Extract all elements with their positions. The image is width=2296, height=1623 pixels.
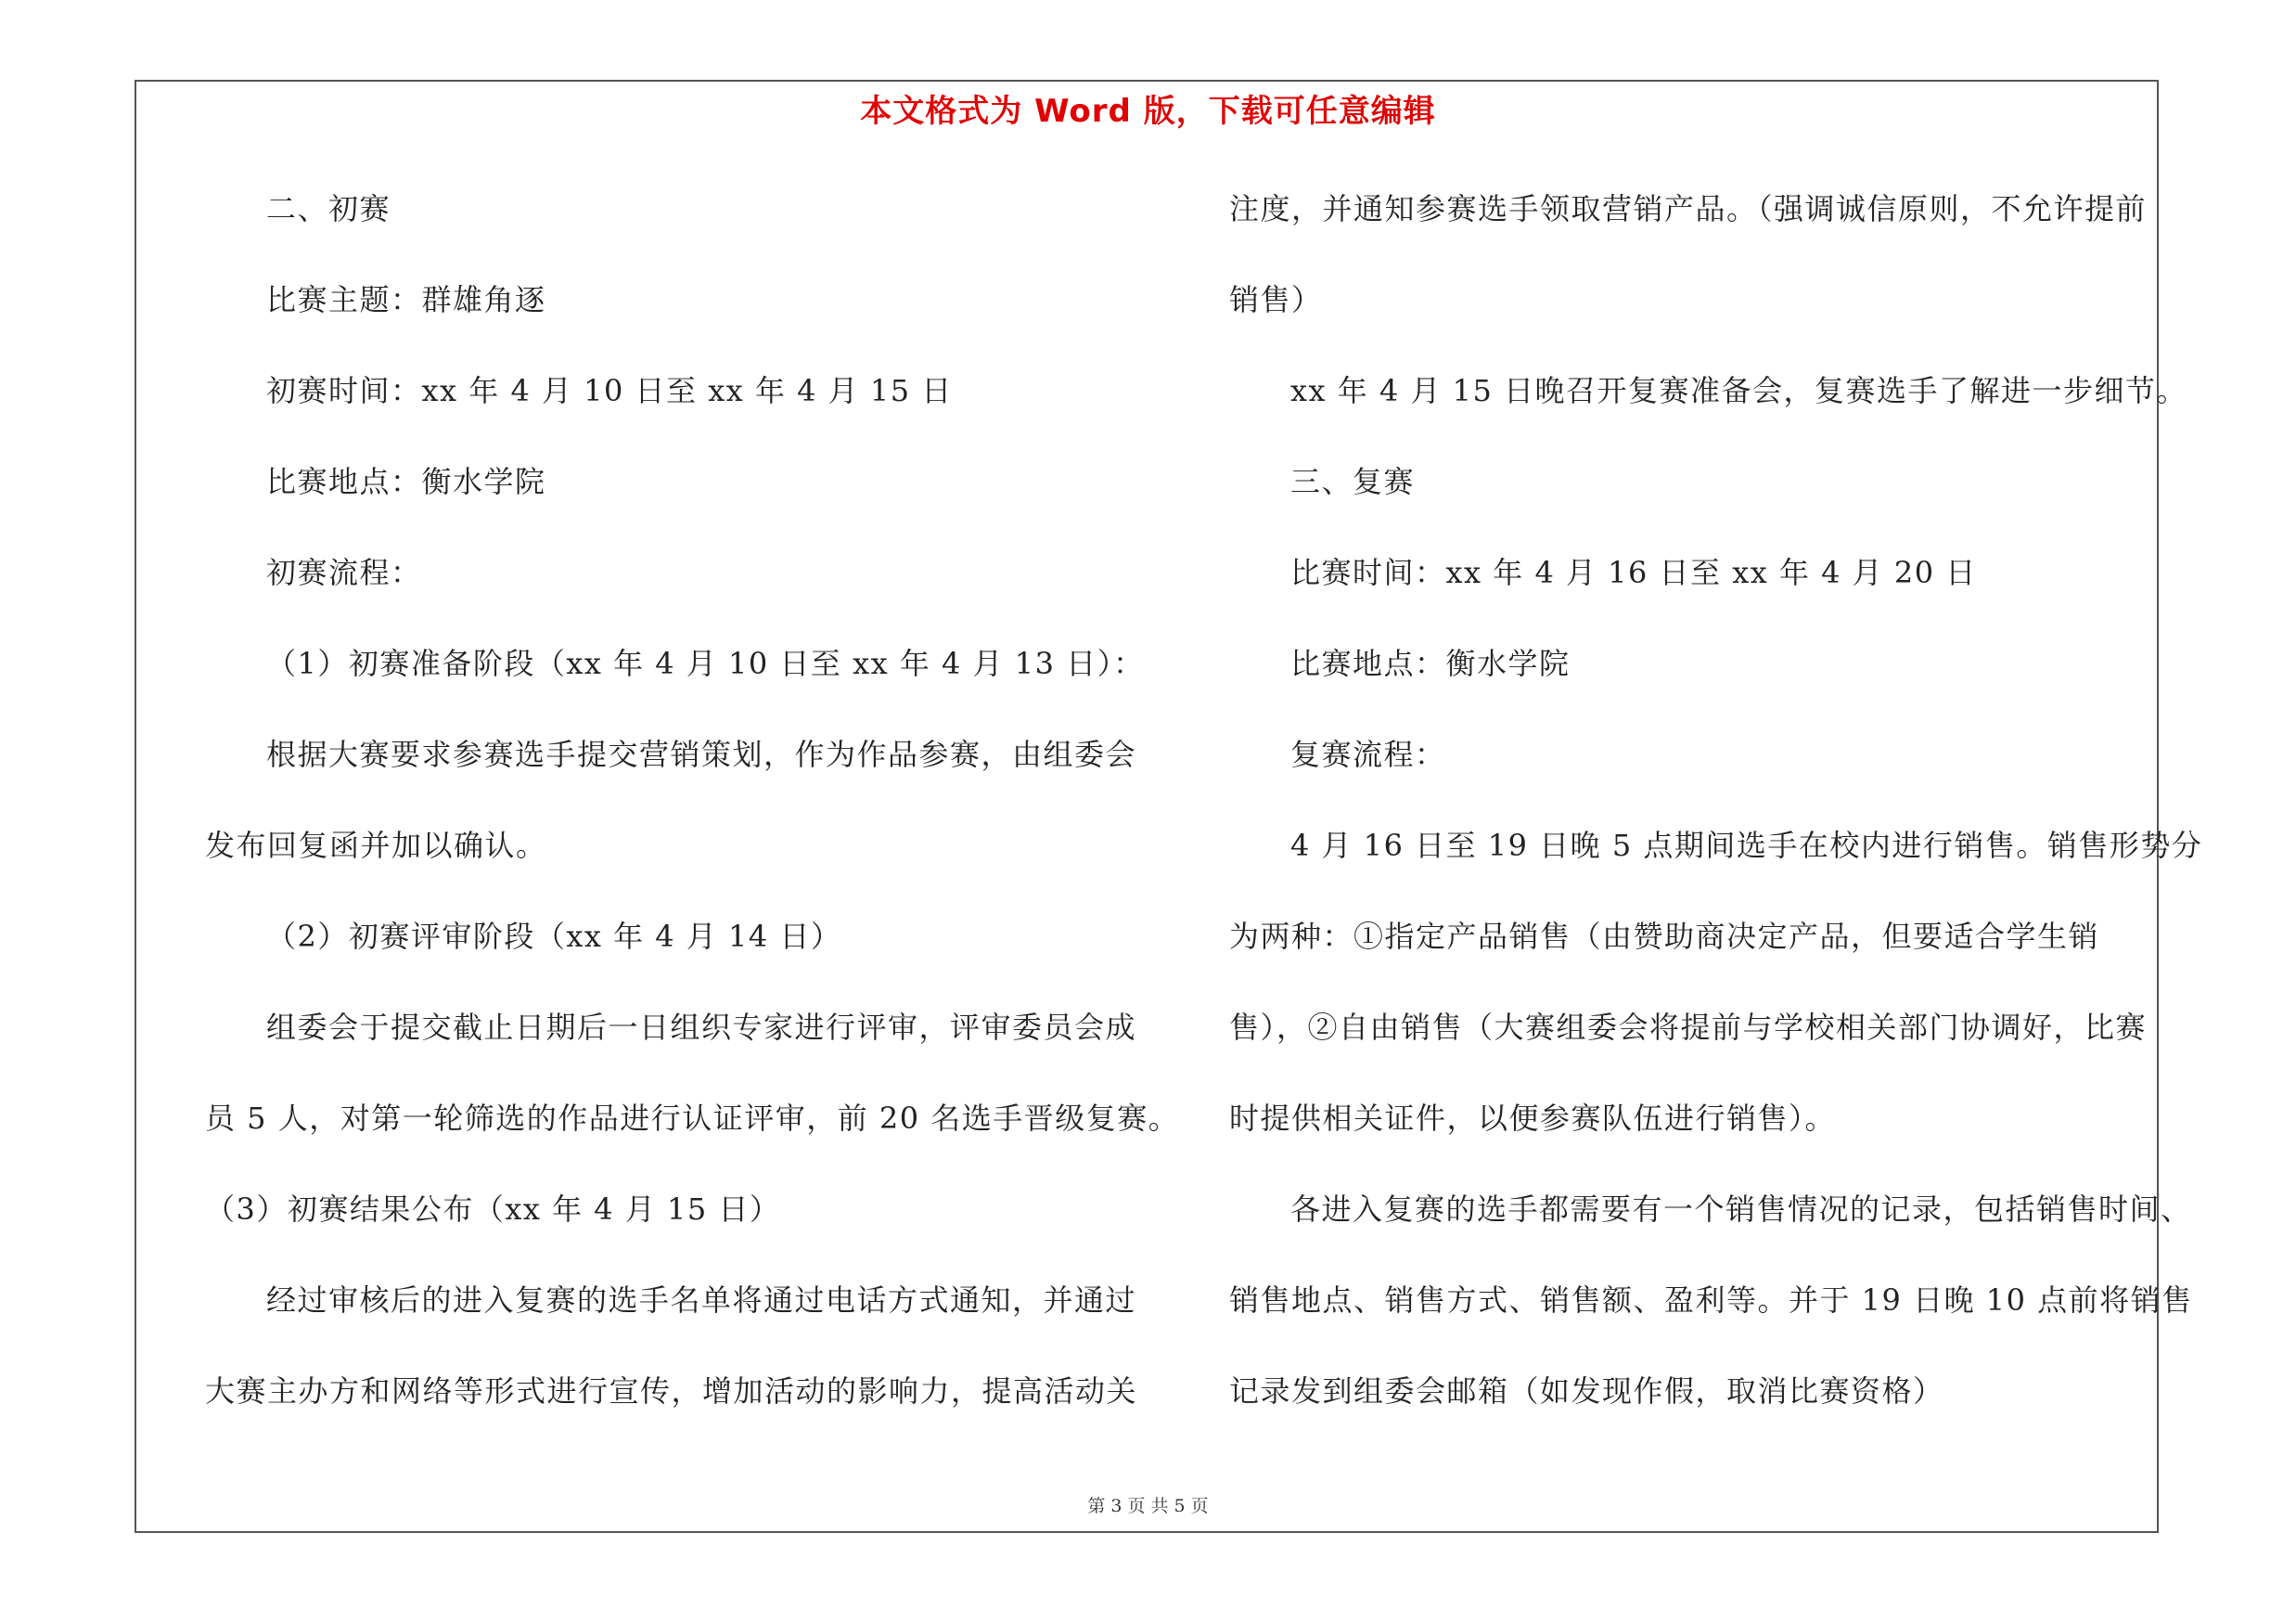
text-line: 三、复赛 <box>1290 464 1416 499</box>
text-line: 注度，并通知参赛选手领取营销产品。（强调诚信原则，不允许提前 <box>1229 191 2148 226</box>
text-line: 经过审核后的进入复赛的选手名单将通过电话方式通知，并通过 <box>266 1282 1137 1318</box>
page-footer: 第 3 页 共 5 页 <box>1087 1496 1209 1516</box>
text-line: 比赛主题：群雄角逐 <box>266 282 546 317</box>
text-line: 组委会于提交截止日期后一日组织专家进行评审，评审委员会成 <box>266 1010 1137 1045</box>
text-line: 复赛流程： <box>1290 737 1446 772</box>
text-line: 4 月 16 日至 19 日晚 5 点期间选手在校内进行销售。销售形势分 <box>1290 828 2203 863</box>
text-line: 销售） <box>1229 282 1323 317</box>
text-line: 为两种：①指定产品销售（由赞助商决定产品，但要适合学生销 <box>1229 919 2100 954</box>
text-line: 根据大赛要求参赛选手提交营销策划，作为作品参赛，由组委会 <box>266 737 1137 772</box>
text-line: 初赛流程： <box>266 555 422 590</box>
text-line: 销售地点、销售方式、销售额、盈利等。并于 19 日晚 10 点前将销售 <box>1229 1282 2193 1318</box>
text-line: 比赛时间：xx 年 4 月 16 日至 xx 年 4 月 20 日 <box>1290 555 1977 590</box>
format-banner: 本文格式为 Word 版，下载可任意编辑 <box>860 93 1436 130</box>
text-line: 时提供相关证件，以便参赛队伍进行销售）。 <box>1229 1101 1837 1136</box>
text-line: 员 5 人，对第一轮筛选的作品进行认证评审，前 20 名选手晋级复赛。 <box>205 1101 1180 1136</box>
text-line: （1）初赛准备阶段（xx 年 4 月 10 日至 xx 年 4 月 13 日）： <box>266 646 1145 681</box>
text-line: （2）初赛评审阶段（xx 年 4 月 14 日） <box>266 919 842 954</box>
text-line: 大赛主办方和网络等形式进行宣传，增加活动的影响力，提高活动关 <box>205 1373 1138 1409</box>
text-line: 售），②自由销售（大赛组委会将提前与学校相关部门协调好，比赛 <box>1229 1010 2148 1045</box>
text-line: 发布回复函并加以确认。 <box>205 828 547 863</box>
text-line: 比赛地点：衡水学院 <box>266 464 546 499</box>
text-line: 初赛时间：xx 年 4 月 10 日至 xx 年 4 月 15 日 <box>266 373 953 408</box>
text-line: 比赛地点：衡水学院 <box>1290 646 1571 681</box>
text-line: 记录发到组委会邮箱（如发现作假，取消比赛资格） <box>1229 1373 1944 1409</box>
text-line: 二、初赛 <box>266 191 391 226</box>
text-line: （3）初赛结果公布（xx 年 4 月 15 日） <box>205 1191 781 1227</box>
text-line: 各进入复赛的选手都需要有一个销售情况的记录，包括销售时间、 <box>1290 1191 2192 1227</box>
text-line: xx 年 4 月 15 日晚召开复赛准备会，复赛选手了解进一步细节。 <box>1290 373 2188 408</box>
